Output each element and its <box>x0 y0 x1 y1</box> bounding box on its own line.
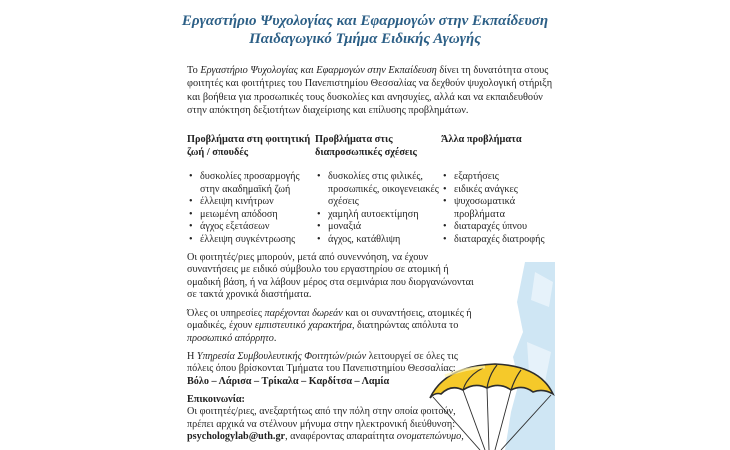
list-item: • άγχος, κατάθλιψη <box>315 234 441 247</box>
services-paragraph <box>187 308 477 345</box>
list-item: • διαταραχές ύπνου <box>441 221 567 234</box>
list-item: • δυσκολίες προσαρμογής στην ακαδημαϊκή ζωή <box>187 171 313 196</box>
intro-lead: Το <box>187 65 201 76</box>
column-heading: Προβλήματα στις διαπροσωπικές σχέσεις <box>315 134 417 158</box>
service-name: Υπηρεσία Συμβουλευτικής Φοιτητών/ριών <box>196 351 367 362</box>
email-link[interactable]: psychologylab@uth.gr <box>187 431 286 443</box>
list-item: • μοναξιά <box>315 221 441 234</box>
column-heading: Άλλα προβλήματα <box>441 134 522 145</box>
text-run: . <box>273 332 277 344</box>
list-item: • άγχος εξετάσεων <box>187 221 313 234</box>
list-item: • χαμηλή αυτοεκτίμηση <box>315 209 441 222</box>
intro-paragraph <box>187 64 557 118</box>
problem-list <box>187 171 313 247</box>
page-subtitle: Παιδαγωγικό Τμήμα Ειδικής Αγωγής <box>249 31 481 47</box>
problem-list <box>315 171 441 247</box>
confidential-text: εμπιστευτικό χαρακτήρα <box>254 320 352 332</box>
lab-name: Εργαστήριο Ψυχολογίας και Εφαρμογών στην Εκπαίδευση <box>200 65 437 76</box>
list-item: • μειωμένη απόδοση <box>187 209 313 222</box>
text-run: Οι φοιτητές/ριες, ανεξαρτήτως από την πόλη στην οποία φοιτούν, πρέπει αρχικά να στέλνουν μήνυμα στην ηλεκτρονική διεύθυνση: <box>187 406 456 430</box>
problems-column-studies <box>187 134 313 247</box>
cities-list: Βόλο – Λάρισα – Τρίκαλα – Καρδίτσα – Λαμία <box>187 375 390 387</box>
text-run: και οι συναντήσεις, ατομικές ή ομαδικές, έχουν <box>187 308 472 332</box>
problems-column-relationships <box>315 134 441 247</box>
contact-heading: Επικοινωνία: <box>187 394 245 405</box>
list-item: • διαταραχές διατροφής <box>441 234 567 247</box>
list-item: • δυσκολίες στις φιλικές, προσωπικές, οικογενειακές σχέσεις <box>315 171 441 209</box>
text-run: ονοματεπώνυμο, <box>396 431 464 443</box>
problems-column-other <box>441 134 567 247</box>
meetings-paragraph: Οι φοιτητές/ριες μπορούν, μετά από συνεννόηση, να έχουν συναντήσεις με ειδικό σύμβουλο του εργαστηρίου σε ατομική ή ομαδική βάση, ή να λάβουν μέρος στα σεμινάρια που διοργανώνονται σε τακτά χρονικά διαστήματα. <box>187 252 474 301</box>
intro-text: δίνει τη δυνατότητα στους φοιτητές και φοιτήτριες του Πανεπιστημίου Θεσσαλίας να δεχθούν ψυχολογική στήριξη και βοήθεια για προσωπικές τους δυσκολίες και ανησυχίες, αλλά και να εκπαιδευθούν στην απόκτηση δεξιοτήτων διαχείρισης και επίλυσης προβλημάτων. <box>187 65 553 117</box>
column-heading: Προβλήματα στη φοιτητική ζωή / σπουδές <box>187 134 311 158</box>
problem-list <box>441 171 567 247</box>
privacy-text: προσωπικό απόρρητο <box>187 332 274 344</box>
list-item: • έλλειψη συγκέντρωσης <box>187 234 313 247</box>
list-item: • έλλειψη κινήτρων <box>187 196 313 209</box>
page-title: Εργαστήριο Ψυχολογίας και Εφαρμογών στην Εκπαίδευση <box>181 13 549 29</box>
text-run: , διατηρώντας απόλυτα το <box>351 320 459 332</box>
text-run: Η <box>187 351 197 362</box>
text-run: λειτουργεί σε όλες τις πόλεις όπου βρίσκονται Τμήματα του Πανεπιστημίου Θεσσαλίας: <box>187 351 458 375</box>
list-item: • ειδικές ανάγκες <box>441 184 567 197</box>
parachute-icon <box>425 358 555 450</box>
free-services-text: παρέχονται δωρεάν <box>264 308 343 319</box>
list-item: • ψυχοσωματικά προβλήματα <box>441 196 567 221</box>
text-run: , αναφέροντας απαραίτητα <box>285 431 397 443</box>
list-item: • εξαρτήσεις <box>441 171 567 184</box>
text-run: Όλες οι υπηρεσίες <box>187 308 265 319</box>
